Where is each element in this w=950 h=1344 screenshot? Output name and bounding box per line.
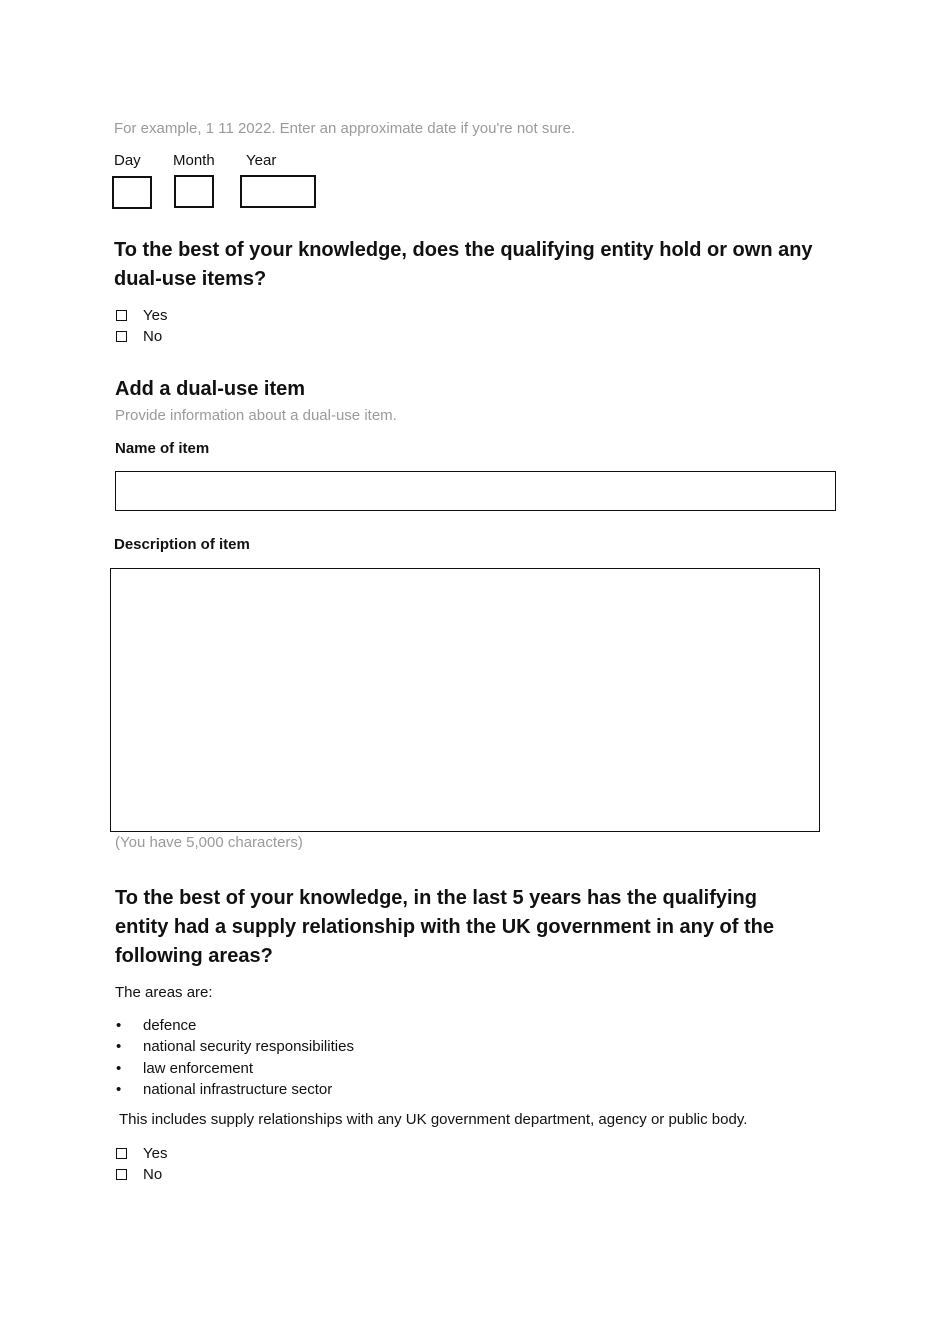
name-of-item-input[interactable] bbox=[115, 471, 836, 511]
list-item: • defence bbox=[116, 1017, 197, 1035]
name-of-item-label: Name of item bbox=[115, 440, 210, 457]
checkbox-icon[interactable] bbox=[116, 310, 127, 321]
checkbox-icon[interactable] bbox=[116, 1148, 127, 1159]
q1-option-no[interactable] bbox=[116, 327, 162, 345]
list-item: • national security responsibilities bbox=[116, 1038, 354, 1056]
dual-use-question: To the best of your knowledge, does the qualifying entity hold or own any dual-use items? bbox=[114, 239, 813, 290]
supply-relationship-question: To the best of your knowledge, in the last 5 years has the qualifying entity had a supply relationship with the UK government in any of the following areas? bbox=[115, 887, 774, 967]
year-input[interactable] bbox=[240, 175, 316, 208]
day-input[interactable] bbox=[112, 176, 152, 209]
year-label: Year bbox=[246, 152, 277, 169]
month-input[interactable] bbox=[174, 175, 214, 208]
description-of-item-textarea[interactable] bbox=[110, 568, 820, 832]
option-label: Yes bbox=[143, 1144, 168, 1162]
add-item-hint: Provide information about a dual-use item. bbox=[115, 407, 397, 424]
areas-intro: The areas are: bbox=[115, 984, 213, 1001]
option-label: No bbox=[143, 327, 163, 345]
checkbox-icon[interactable] bbox=[116, 1169, 127, 1180]
month-label: Month bbox=[173, 152, 215, 169]
areas-list bbox=[116, 1015, 354, 1100]
character-count: (You have 5,000 characters) bbox=[115, 834, 303, 851]
date-hint: For example, 1 11 2022. Enter an approximate date if you're not sure. bbox=[114, 120, 576, 137]
option-label: Yes bbox=[143, 306, 168, 324]
q2-option-no[interactable] bbox=[116, 1165, 162, 1183]
list-item: • law enforcement bbox=[116, 1059, 254, 1077]
list-item: • national infrastructure sector bbox=[116, 1081, 333, 1099]
supply-note: This includes supply relationships with any UK government department, agency or public body. bbox=[119, 1111, 748, 1128]
q1-option-yes[interactable] bbox=[116, 306, 167, 324]
add-item-heading: Add a dual-use item bbox=[115, 378, 306, 400]
day-label: Day bbox=[114, 152, 141, 169]
q2-option-yes[interactable] bbox=[116, 1144, 167, 1162]
checkbox-icon[interactable] bbox=[116, 331, 127, 342]
option-label: No bbox=[143, 1165, 163, 1183]
description-of-item-label: Description of item bbox=[114, 536, 250, 553]
